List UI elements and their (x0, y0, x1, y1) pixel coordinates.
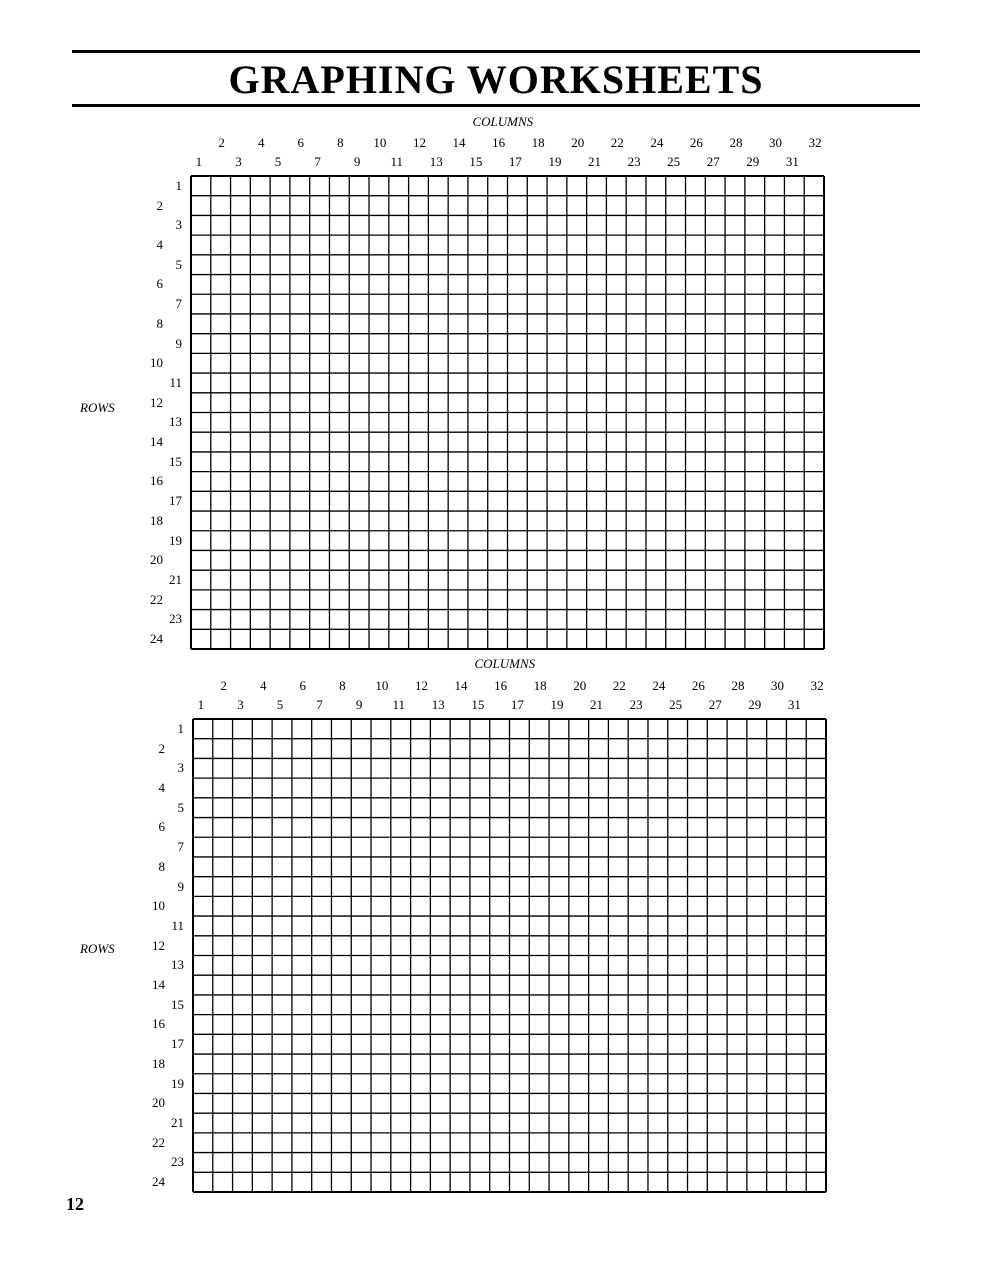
row-number-7: 7 (175, 296, 182, 312)
row-number-19: 19 (169, 532, 182, 548)
row-number-8: 8 (158, 858, 165, 874)
column-number-1: 1 (195, 154, 203, 169)
column-number-3: 3 (237, 697, 244, 712)
column-number-13: 13 (431, 697, 445, 712)
column-number-29: 29 (746, 154, 760, 169)
row-number-18: 18 (152, 1055, 165, 1071)
column-number-5: 5 (274, 154, 282, 169)
column-number-16: 16 (494, 678, 508, 693)
column-number-1: 1 (197, 697, 205, 712)
column-number-30: 30 (769, 135, 783, 150)
column-number-6: 6 (297, 135, 305, 150)
column-number-13: 13 (429, 154, 443, 169)
column-number-21: 21 (588, 154, 602, 169)
row-number-19: 19 (171, 1075, 184, 1091)
column-number-29: 29 (748, 697, 762, 712)
row-number-23: 23 (171, 1154, 184, 1170)
row-number-13: 13 (169, 414, 182, 430)
column-number-22: 22 (610, 135, 624, 150)
column-number-15: 15 (469, 154, 483, 169)
column-number-17: 17 (510, 697, 524, 712)
column-number-3: 3 (235, 154, 242, 169)
row-number-13: 13 (171, 957, 184, 973)
row-number-20: 20 (152, 1095, 165, 1111)
top-rule (72, 50, 920, 53)
row-number-23: 23 (169, 611, 182, 627)
page-number: 12 (66, 1194, 84, 1214)
row-number-4: 4 (158, 779, 165, 795)
row-number-11: 11 (171, 917, 184, 933)
page-title: GRAPHING WORKSHEETS (228, 57, 764, 102)
row-number-2: 2 (156, 197, 163, 213)
column-number-4: 4 (257, 135, 265, 150)
column-number-8: 8 (339, 678, 346, 693)
row-number-22: 22 (152, 1134, 165, 1150)
columns-label: COLUMNS (472, 114, 534, 129)
row-number-3: 3 (177, 760, 184, 776)
column-number-31: 31 (787, 697, 801, 712)
row-number-15: 15 (171, 996, 184, 1012)
row-number-12: 12 (150, 394, 163, 410)
column-number-28: 28 (731, 678, 745, 693)
column-number-22: 22 (612, 678, 626, 693)
columns-label: COLUMNS (474, 656, 536, 671)
row-number-21: 21 (169, 572, 182, 588)
row-number-16: 16 (152, 1016, 165, 1032)
graph-grid (189, 174, 826, 651)
row-number-9: 9 (175, 335, 182, 351)
column-number-10: 10 (375, 678, 389, 693)
column-number-23: 23 (627, 154, 641, 169)
row-number-20: 20 (150, 552, 163, 568)
row-number-17: 17 (169, 493, 182, 509)
row-number-8: 8 (156, 315, 163, 331)
row-number-18: 18 (150, 512, 163, 528)
column-number-12: 12 (414, 678, 428, 693)
column-number-4: 4 (259, 678, 267, 693)
row-number-1: 1 (177, 720, 184, 736)
column-number-20: 20 (571, 135, 585, 150)
row-number-24: 24 (152, 1174, 165, 1190)
column-number-15: 15 (471, 697, 485, 712)
row-number-10: 10 (150, 355, 163, 371)
column-number-14: 14 (452, 135, 466, 150)
column-number-9: 9 (353, 154, 361, 169)
rows-label: ROWS (80, 941, 115, 956)
row-number-22: 22 (150, 591, 163, 607)
row-number-3: 3 (175, 217, 182, 233)
column-number-32: 32 (810, 678, 824, 693)
column-number-23: 23 (629, 697, 643, 712)
column-number-19: 19 (550, 697, 564, 712)
graph-grid (191, 717, 828, 1194)
column-number-27: 27 (706, 154, 720, 169)
row-number-1: 1 (175, 177, 182, 193)
column-number-2: 2 (218, 135, 225, 150)
column-number-32: 32 (808, 135, 822, 150)
column-number-8: 8 (337, 135, 344, 150)
column-number-6: 6 (299, 678, 307, 693)
column-number-11: 11 (390, 154, 403, 169)
row-number-10: 10 (152, 898, 165, 914)
column-number-9: 9 (355, 697, 363, 712)
row-number-9: 9 (177, 878, 184, 894)
column-number-7: 7 (316, 697, 323, 712)
column-number-5: 5 (276, 697, 284, 712)
column-number-11: 11 (392, 697, 405, 712)
row-number-2: 2 (158, 740, 165, 756)
column-number-27: 27 (708, 697, 722, 712)
column-number-28: 28 (729, 135, 743, 150)
column-number-19: 19 (548, 154, 562, 169)
row-number-21: 21 (171, 1115, 184, 1131)
row-number-16: 16 (150, 473, 163, 489)
column-number-21: 21 (590, 697, 604, 712)
column-number-10: 10 (373, 135, 387, 150)
row-number-11: 11 (169, 374, 182, 390)
column-number-12: 12 (412, 135, 426, 150)
column-number-31: 31 (785, 154, 799, 169)
row-number-15: 15 (169, 453, 182, 469)
column-number-24: 24 (652, 678, 666, 693)
row-number-4: 4 (156, 236, 163, 252)
column-number-26: 26 (689, 135, 703, 150)
row-number-5: 5 (175, 256, 182, 272)
column-number-18: 18 (531, 135, 545, 150)
column-number-18: 18 (533, 678, 547, 693)
column-number-25: 25 (667, 154, 681, 169)
row-number-6: 6 (156, 276, 163, 292)
row-number-14: 14 (152, 977, 165, 993)
title-underline-rule (72, 104, 920, 107)
column-number-25: 25 (669, 697, 683, 712)
column-number-14: 14 (454, 678, 468, 693)
column-number-17: 17 (508, 154, 522, 169)
column-number-7: 7 (314, 154, 321, 169)
row-number-5: 5 (177, 799, 184, 815)
column-number-20: 20 (573, 678, 587, 693)
row-number-17: 17 (171, 1036, 184, 1052)
row-number-12: 12 (152, 937, 165, 953)
row-number-7: 7 (177, 839, 184, 855)
column-number-30: 30 (771, 678, 785, 693)
column-number-24: 24 (650, 135, 664, 150)
column-number-26: 26 (691, 678, 705, 693)
column-number-16: 16 (492, 135, 506, 150)
row-number-24: 24 (150, 631, 163, 647)
row-number-6: 6 (158, 819, 165, 835)
row-number-14: 14 (150, 434, 163, 450)
column-number-2: 2 (220, 678, 227, 693)
rows-label: ROWS (80, 400, 115, 415)
